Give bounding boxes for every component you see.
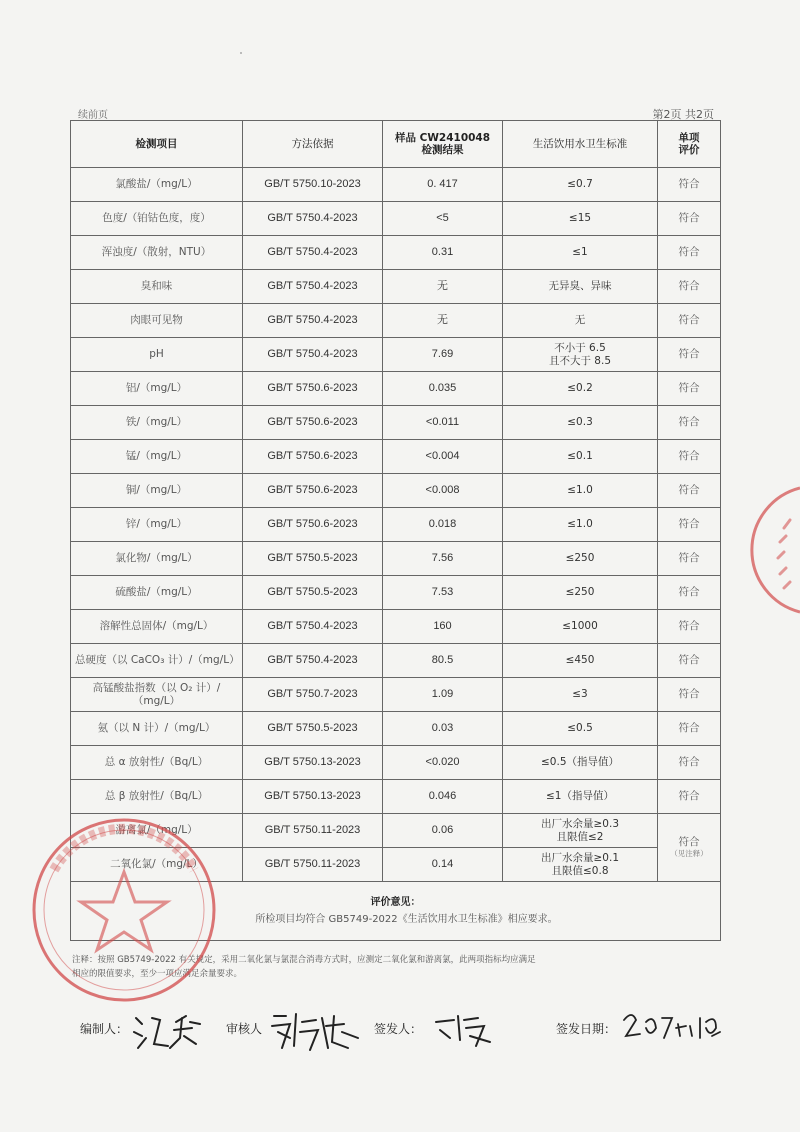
standard-line-1: ≤0.5（指导值） — [541, 756, 619, 769]
result-cell: 无 — [383, 304, 503, 338]
col-header-judge-sub: 评价 — [678, 144, 700, 156]
judgment-text: 符合 — [678, 836, 700, 849]
table-row — [71, 168, 721, 202]
standard-line-1: ≤0.2 — [567, 382, 593, 395]
judgment-text: 符合 — [678, 178, 700, 191]
method-cell: GB/T 5750.13-2023 — [243, 746, 383, 780]
judgment-text: 符合 — [678, 586, 700, 599]
evaluation-text: 所检项目均符合 GB5749-2022《生活饮用水卫生标准》相应要求。 — [255, 914, 558, 925]
item-cell: 总 α 放射性/（Bq/L） — [71, 746, 243, 780]
item-cell: 浑浊度/（散射，NTU） — [71, 236, 243, 270]
method-cell: GB/T 5750.4-2023 — [243, 644, 383, 678]
standard-line-1: ≤250 — [565, 586, 595, 599]
judgment-text: 符合 — [678, 450, 700, 463]
table-row — [71, 780, 721, 814]
judgment-text: 符合 — [678, 382, 700, 395]
standard-cell — [503, 202, 658, 236]
standard-cell — [503, 338, 658, 372]
compiler-signature — [130, 1008, 210, 1050]
standard-line-1: 不小于 6.5 — [554, 342, 606, 355]
method-cell: GB/T 5750.6-2023 — [243, 474, 383, 508]
judgment-cell — [658, 168, 721, 202]
method-cell: GB/T 5750.5-2023 — [243, 712, 383, 746]
standard-line-1: ≤1.0 — [567, 484, 593, 497]
judgment-cell — [658, 712, 721, 746]
item-cell: 铜/（mg/L） — [71, 474, 243, 508]
result-cell: 0.035 — [383, 372, 503, 406]
result-cell: 0. 417 — [383, 168, 503, 202]
judgment-cell — [658, 644, 721, 678]
standard-line-1: ≤1.0 — [567, 518, 593, 531]
judgment-cell — [658, 304, 721, 338]
judgment-cell — [658, 202, 721, 236]
standard-cell — [503, 576, 658, 610]
judgment-text: 符合 — [678, 280, 700, 293]
judgment-cell — [658, 440, 721, 474]
table-row — [71, 304, 721, 338]
standard-cell — [503, 610, 658, 644]
judgment-text: 符合 — [678, 722, 700, 735]
method-cell: GB/T 5750.6-2023 — [243, 406, 383, 440]
col-header-judge — [658, 121, 721, 168]
item-cell: 总硬度（以 CaCO₃ 计）/（mg/L） — [71, 644, 243, 678]
date-label: 签发日期： — [556, 1022, 617, 1036]
footnote-line-1: 注释：按照 GB5749-2022 有关规定，采用二氧化氯与氯混合消毒方式时，应测定二氧化氯和游离氯，此两项指标均应满足 — [72, 955, 536, 965]
table-row — [71, 712, 721, 746]
result-cell: <0.020 — [383, 746, 503, 780]
page-number: 第2页 共2页 — [652, 108, 714, 121]
evaluation-title: 评价意见： — [370, 896, 421, 908]
table-row — [71, 338, 721, 372]
result-cell: 7.69 — [383, 338, 503, 372]
result-cell: 0.14 — [383, 848, 503, 882]
result-cell: 1.09 — [383, 678, 503, 712]
method-cell: GB/T 5750.5-2023 — [243, 576, 383, 610]
standard-cell — [503, 508, 658, 542]
col-header-sample-sub: 检测结果 — [421, 144, 464, 156]
judgment-cell — [658, 780, 721, 814]
judgment-cell — [658, 814, 721, 882]
method-cell: GB/T 5750.4-2023 — [243, 304, 383, 338]
page-seam-stamp — [744, 480, 800, 620]
continued-label: 续前页 — [78, 110, 108, 121]
standard-line-1: 出厂水余量≥0.1 — [541, 852, 619, 865]
result-cell: <0.008 — [383, 474, 503, 508]
result-cell: <5 — [383, 202, 503, 236]
result-cell: 0.046 — [383, 780, 503, 814]
item-cell: 铁/（mg/L） — [71, 406, 243, 440]
method-cell: GB/T 5750.6-2023 — [243, 508, 383, 542]
standard-cell — [503, 814, 658, 848]
item-cell: 总 β 放射性/（Bq/L） — [71, 780, 243, 814]
col-header-item: 检测项目 — [71, 121, 243, 168]
judgment-text: 符合 — [678, 484, 700, 497]
item-cell: 锌/（mg/L） — [71, 508, 243, 542]
standard-cell — [503, 406, 658, 440]
judgment-text: 符合 — [678, 416, 700, 429]
item-cell: 溶解性总固体/（mg/L） — [71, 610, 243, 644]
method-cell: GB/T 5750.4-2023 — [243, 202, 383, 236]
judgment-text: 符合 — [678, 688, 700, 701]
method-cell: GB/T 5750.6-2023 — [243, 440, 383, 474]
item-cell: 锰/（mg/L） — [71, 440, 243, 474]
judgment-text: 符合 — [678, 620, 700, 633]
reviewer-signature — [268, 1008, 368, 1052]
standard-line-1: ≤1000 — [562, 620, 598, 633]
standard-cell — [503, 712, 658, 746]
item-cell: 氨（以 N 计）/（mg/L） — [71, 712, 243, 746]
compiler-label: 编制人： — [80, 1022, 129, 1036]
official-seal-stamp — [14, 810, 244, 1010]
standard-cell — [503, 270, 658, 304]
scan-speck — [240, 52, 242, 54]
standard-line-1: 无 — [574, 314, 586, 327]
item-cell: 氯化物/（mg/L） — [71, 542, 243, 576]
judgment-cell — [658, 576, 721, 610]
standard-cell — [503, 304, 658, 338]
judgment-cell — [658, 338, 721, 372]
col-header-judge-top: 单项 — [678, 131, 700, 144]
standard-cell — [503, 542, 658, 576]
judgment-text: 符合 — [678, 518, 700, 531]
item-cell: 游离氯/（mg/L） — [71, 814, 243, 848]
result-cell: 0.31 — [383, 236, 503, 270]
issuer-signature — [430, 1008, 500, 1050]
result-cell: 0.06 — [383, 814, 503, 848]
standard-line-1: ≤0.1 — [567, 450, 593, 463]
method-cell: GB/T 5750.10-2023 — [243, 168, 383, 202]
judgment-cell — [658, 372, 721, 406]
result-cell: <0.004 — [383, 440, 503, 474]
standard-line-1: ≤1（指导值） — [546, 790, 614, 803]
col-header-standard: 生活饮用水卫生标准 — [503, 121, 658, 168]
result-cell: <0.011 — [383, 406, 503, 440]
judgment-cell — [658, 542, 721, 576]
standard-line-1: ≤3 — [572, 688, 588, 701]
method-cell: GB/T 5750.6-2023 — [243, 372, 383, 406]
result-cell: 0.018 — [383, 508, 503, 542]
table-row — [71, 474, 721, 508]
result-cell: 无 — [383, 270, 503, 304]
footnote-line-2: 相应的限值要求，至少一项应满足余量要求。 — [72, 969, 243, 980]
table-row — [71, 440, 721, 474]
standard-line-1: 出厂水余量≥0.3 — [541, 818, 619, 831]
standard-cell — [503, 678, 658, 712]
table-row — [71, 270, 721, 304]
judgment-cell — [658, 270, 721, 304]
standard-cell — [503, 848, 658, 882]
standard-cell — [503, 236, 658, 270]
col-header-method: 方法依据 — [243, 121, 383, 168]
standard-line-1: ≤0.7 — [567, 178, 593, 191]
judgment-text: 符合 — [678, 212, 700, 225]
table-row — [71, 236, 721, 270]
judgment-text: 符合 — [678, 790, 700, 803]
standard-line-1: ≤0.3 — [567, 416, 593, 429]
table-row — [71, 576, 721, 610]
judgment-text: 符合 — [678, 314, 700, 327]
result-cell: 160 — [383, 610, 503, 644]
standard-cell — [503, 780, 658, 814]
item-cell: 臭和味 — [71, 270, 243, 304]
method-cell: GB/T 5750.7-2023 — [243, 678, 383, 712]
standard-line-2: 且不大于 8.5 — [548, 354, 612, 367]
method-cell: GB/T 5750.4-2023 — [243, 610, 383, 644]
date-handwritten — [620, 1006, 725, 1046]
judgment-cell — [658, 746, 721, 780]
method-cell: GB/T 5750.4-2023 — [243, 338, 383, 372]
judgment-cell — [658, 678, 721, 712]
table-row — [71, 678, 721, 712]
table-row — [71, 746, 721, 780]
item-cell: 硫酸盐/（mg/L） — [71, 576, 243, 610]
item-cell: 色度/（铂钴色度，度） — [71, 202, 243, 236]
method-cell: GB/T 5750.11-2023 — [243, 848, 383, 882]
judgment-text: 符合 — [678, 756, 700, 769]
judgment-text: 符合 — [678, 246, 700, 259]
standard-cell — [503, 746, 658, 780]
standard-line-1: ≤250 — [565, 552, 595, 565]
standard-line-1: ≤450 — [565, 654, 595, 667]
judgment-text: 符合 — [678, 552, 700, 565]
method-cell: GB/T 5750.11-2023 — [243, 814, 383, 848]
issuer-label: 签发人： — [374, 1022, 423, 1036]
table-row — [71, 406, 721, 440]
item-cell: pH — [71, 338, 243, 372]
standard-cell — [503, 372, 658, 406]
table-row — [71, 372, 721, 406]
table-row — [71, 610, 721, 644]
standard-line-1: 无异臭、异味 — [548, 280, 612, 293]
judgment-cell — [658, 474, 721, 508]
col-header-sample-id: 样品 CW2410048 — [394, 131, 491, 144]
result-cell: 7.53 — [383, 576, 503, 610]
judgment-note: （见注释） — [670, 849, 708, 859]
standard-line-1: ≤15 — [568, 212, 592, 225]
standard-cell — [503, 168, 658, 202]
result-cell: 0.03 — [383, 712, 503, 746]
item-cell: 高锰酸盐指数（以 O₂ 计）/（mg/L） — [71, 678, 243, 712]
result-cell: 7.56 — [383, 542, 503, 576]
item-cell: 肉眼可见物 — [71, 304, 243, 338]
item-cell: 氯酸盐/（mg/L） — [71, 168, 243, 202]
reviewer-label: 审核人 — [226, 1022, 263, 1036]
table-row — [71, 508, 721, 542]
item-cell: 二氧化氯/（mg/L） — [71, 848, 243, 882]
judgment-cell — [658, 406, 721, 440]
table-row — [71, 542, 721, 576]
method-cell: GB/T 5750.4-2023 — [243, 270, 383, 304]
standard-cell — [503, 440, 658, 474]
standard-line-2: 且限值≤0.8 — [551, 864, 609, 877]
standard-line-2: 且限值≤2 — [556, 830, 604, 843]
method-cell: GB/T 5750.4-2023 — [243, 236, 383, 270]
standard-cell — [503, 644, 658, 678]
table-row — [71, 644, 721, 678]
judgment-text: 符合 — [678, 348, 700, 361]
standard-line-1: ≤1 — [572, 246, 588, 259]
standard-line-1: ≤0.5 — [567, 722, 593, 735]
col-header-sample — [383, 121, 503, 168]
judgment-cell — [658, 508, 721, 542]
judgment-cell — [658, 610, 721, 644]
method-cell: GB/T 5750.13-2023 — [243, 780, 383, 814]
table-header-row — [71, 121, 721, 168]
standard-cell — [503, 474, 658, 508]
judgment-text: 符合 — [678, 654, 700, 667]
result-cell: 80.5 — [383, 644, 503, 678]
item-cell: 铝/（mg/L） — [71, 372, 243, 406]
judgment-cell — [658, 236, 721, 270]
method-cell: GB/T 5750.5-2023 — [243, 542, 383, 576]
table-row — [71, 202, 721, 236]
